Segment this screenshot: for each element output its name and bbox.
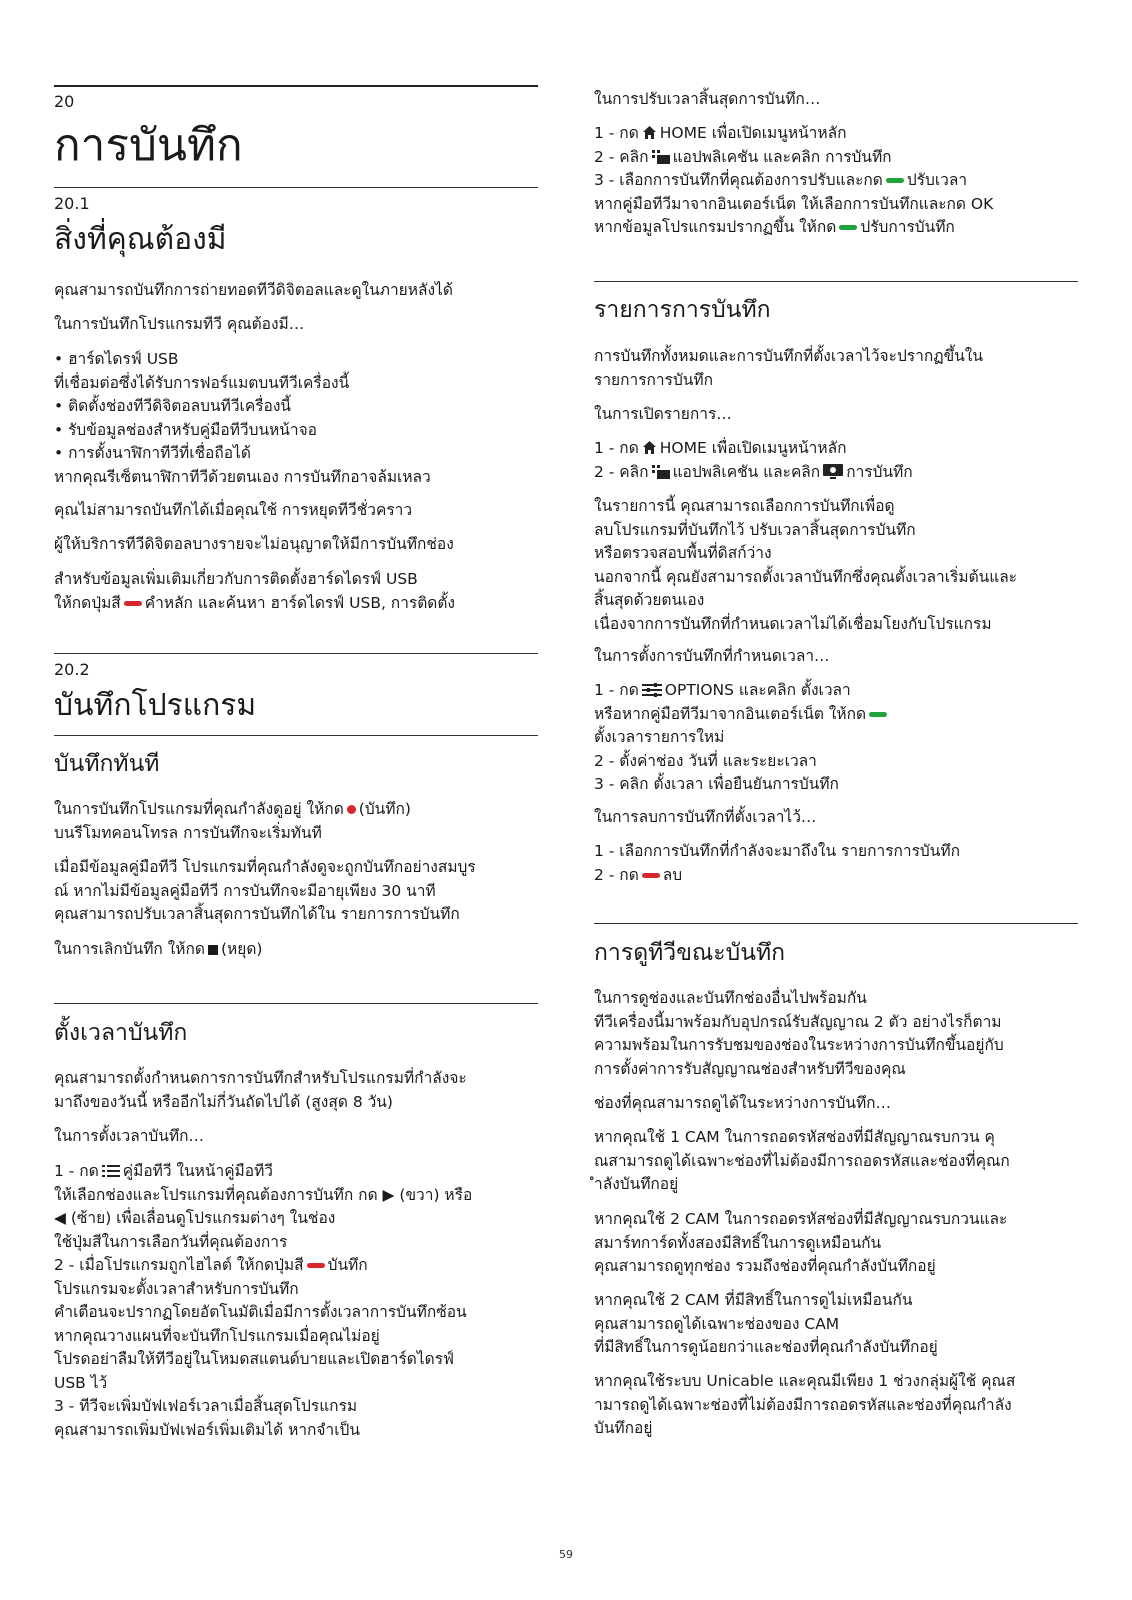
- text-line: สำหรับข้อมูลเพิ่มเติมเกี่ยวกับการติดตั้งฮาร์ดไดรฟ์ USB: [54, 570, 418, 588]
- red-key-icon: [124, 601, 142, 606]
- text-line: เมื่อมีข้อมูลคู่มือทีวี โปรแกรมที่คุณกำลังดูจะถูกบันทึกอย่างสมบูร: [54, 858, 476, 876]
- list-item: • การตั้งนาฬิกาทีวีที่เชื่อถือได้: [54, 444, 251, 462]
- text-line: ในการดูช่องและบันทึกช่องอื่นไปพร้อมกัน: [594, 989, 867, 1007]
- steps-list: [594, 840, 1078, 887]
- text-span: คู่มือทีวี ในหน้าคู่มือทีวี: [122, 1162, 274, 1180]
- home-icon: [642, 440, 657, 455]
- text-line: ความพร้อมในการรับชมของช่องในระหว่างการบันทึกขึ้นอยู่กับ: [594, 1036, 1004, 1054]
- red-key-icon: [642, 873, 660, 878]
- text-line: ณสามารถดูได้เฉพาะช่องที่ไม่ต้องมีการถอดรหัสและช่องที่คุณก: [594, 1151, 1010, 1170]
- text-line: คุณสามารถดูทุกช่อง รวมถึงช่องที่คุณกำลังบันทึกอยู่: [594, 1257, 936, 1275]
- list-item: [594, 169, 1078, 193]
- text-span: ในการบันทึกโปรแกรมที่คุณกำลังดูอยู่ ให้กด: [54, 800, 344, 818]
- paragraph: [54, 1067, 538, 1114]
- paragraph: ในการตั้งเวลาบันทึก…: [54, 1127, 204, 1145]
- text-line: รายการการบันทึก: [594, 370, 713, 389]
- text-line: บนรีโมทคอนโทรล การบันทึกจะเริ่มทันที: [54, 823, 322, 842]
- text-span: ปรับเวลา: [906, 171, 968, 189]
- subsection-title: รายการการบันทึก: [594, 297, 771, 323]
- paragraph: ในการปรับเวลาสิ้นสุดการบันทึก…: [594, 90, 821, 108]
- subsection-title: การดูทีวีขณะบันทึก: [594, 940, 786, 966]
- apps-icon: [652, 464, 670, 479]
- list-item: • รับข้อมูลช่องสำหรับคู่มือทีวีบนหน้าจอ: [54, 420, 317, 439]
- text-line: ทีวีเครื่องนี้มาพร้อมกับอุปกรณ์รับสัญญาณ 2 ตัว อย่างไรก็ตาม: [594, 1012, 1002, 1031]
- list-item: [594, 679, 1078, 703]
- paragraph: คุณไม่สามารถบันทึกได้เมื่อคุณใช้ การหยุดทีวีชั่วคราว: [54, 501, 413, 519]
- list-item: [594, 703, 1078, 727]
- text-span: 2 - กด: [594, 865, 639, 884]
- paragraph: [594, 495, 1078, 636]
- text-line: บันทึกอยู่: [594, 1419, 653, 1437]
- text-line: ที่มีสิทธิ์ในการดูน้อยกว่าและช่องที่คุณกำลังบันทึกอยู่: [594, 1338, 938, 1356]
- text-span: OPTIONS และคลิก ตั้งเวลา: [664, 681, 851, 699]
- subsection-rule: [54, 1003, 538, 1004]
- subsection-title: บันทึกทันที: [54, 751, 160, 777]
- text-span: 1 - กด: [54, 1162, 99, 1180]
- text-line: หรือตรวจสอบพื้นที่ดิสก์ว่าง: [594, 544, 772, 562]
- list-item: โปรดอย่าลืมให้ทีวีอยู่ในโหมดสแตนด์บายและเปิดฮาร์ดไดรฟ์: [54, 1350, 454, 1368]
- list-item: หากคู่มือทีวีมาจากอินเตอร์เน็ต ให้เลือกการบันทึกและกด OK: [594, 194, 994, 213]
- subsection-rule: [594, 923, 1078, 924]
- paragraph: ในการลบการบันทึกที่ตั้งเวลาไว้…: [594, 808, 817, 826]
- chapter-title: การบันทึก: [54, 120, 243, 171]
- text-span: HOME เพื่อเปิดเมนูหน้าหลัก: [659, 124, 847, 142]
- green-key-icon: [886, 178, 904, 183]
- tv-guide-icon: [102, 1164, 120, 1178]
- stop-icon: [208, 945, 218, 955]
- section-number: 20.2: [54, 660, 90, 679]
- section-rule: [54, 653, 538, 654]
- text-line: การตั้งค่าการรับสัญญาณช่องสำหรับทีวีของคุณ: [594, 1059, 906, 1078]
- text-line: นอกจากนี้ คุณยังสามารถตั้งเวลาบันทึกซึ่งคุณตั้งเวลาเริ่มต้นและ: [594, 567, 1018, 586]
- subsection-title: ตั้งเวลาบันทึก: [54, 1020, 188, 1046]
- text-span: หรือหากคู่มือทีวีมาจากอินเตอร์เน็ต ให้กด: [594, 704, 867, 723]
- paragraph: [594, 1370, 1078, 1441]
- paragraph: ในการเปิดรายการ…: [594, 405, 732, 423]
- text-line: คุณสามารถตั้งกำหนดการการบันทึกสำหรับโปรแกรมที่กำลังจะ: [54, 1069, 467, 1087]
- green-key-icon: [869, 712, 887, 717]
- red-key-icon: [307, 1263, 325, 1268]
- list-item: 3 - ทีวีจะเพิ่มบัฟเฟอร์เวลาเมื่อสิ้นสุดโปรแกรม: [54, 1397, 358, 1415]
- list-item: หากคุณวางแผนที่จะบันทึกโปรแกรมเมื่อคุณไม่อยู่: [54, 1326, 380, 1345]
- list-item: คำเตือนจะปรากฏโดยอัตโนมัติเมื่อมีการตั้งเวลาการบันทึกซ้อน: [54, 1303, 467, 1321]
- text-line: ำลังบันทึกอยู่: [594, 1175, 679, 1193]
- text-line: หากคุณใช้ 2 CAM ที่มีสิทธิ์ในการดูไม่เหมือนกัน: [594, 1291, 913, 1309]
- section-title: สิ่งที่คุณต้องมี: [54, 222, 227, 257]
- section-title: บันทึกโปรแกรม: [54, 688, 257, 723]
- text-line: ในรายการนี้ คุณสามารถเลือกการบันทึกเพื่อดู: [594, 497, 895, 515]
- text-span: 2 - คลิก: [594, 462, 649, 481]
- list-item: [594, 146, 1078, 170]
- subsection-rule: [54, 735, 538, 736]
- list-item: [594, 461, 1078, 485]
- text-span: การบันทึก: [846, 462, 913, 481]
- text-span: ในการเลิกบันทึก ให้กด: [54, 940, 205, 958]
- list-item: • ฮาร์ดไดรฟ์ USB: [54, 350, 179, 368]
- list-item: [54, 1254, 538, 1278]
- steps-list: [594, 122, 1078, 240]
- paragraph: คุณสามารถบันทึกการถ่ายทอดทีวีดิจิตอลและดูในภายหลังได้: [54, 281, 453, 299]
- text-span: ปรับการบันทึก: [860, 218, 955, 236]
- steps-list: [594, 679, 1078, 797]
- paragraph: ในการตั้งการบันทึกที่กำหนดเวลา…: [594, 647, 830, 665]
- text-span: 1 - กด: [594, 439, 639, 457]
- text-span: แอปพลิเคชัน และคลิก: [672, 462, 821, 481]
- text-line: มาถึงของวันนี้ หรืออีกไม่กี่วันถัดไปได้ (สูงสุด 8 วัน): [54, 1092, 393, 1111]
- text-span: 1 - กด: [594, 681, 639, 699]
- list-item: ตั้งเวลารายการใหม่: [594, 728, 725, 746]
- paragraph: [54, 568, 538, 615]
- recordings-icon: [823, 464, 843, 479]
- page-number: 59: [559, 1548, 573, 1561]
- list-item: โปรแกรมจะตั้งเวลาสำหรับการบันทึก: [54, 1279, 299, 1298]
- list-item: [54, 1160, 538, 1184]
- subsection-rule: [594, 281, 1078, 282]
- text-line: หากคุณใช้ 2 CAM ในการถอดรหัสช่องที่มีสัญญาณรบกวนและ: [594, 1210, 1008, 1228]
- text-line: ณ์ หากไม่มีข้อมูลคู่มือทีวี การบันทึกจะมีอายุเพียง 30 นาที: [54, 881, 436, 900]
- paragraph: [594, 345, 1078, 392]
- text-span: คำหลัก และค้นหา ฮาร์ดไดรฟ์ USB, การติดตั้ง: [144, 593, 455, 612]
- steps-list: [54, 1160, 538, 1442]
- text-line: การบันทึกทั้งหมดและการบันทึกที่ตั้งเวลาไว้จะปรากฏขึ้นใน: [594, 347, 983, 365]
- text-line: [54, 592, 538, 616]
- apps-icon: [652, 149, 670, 164]
- list-item: คุณสามารถเพิ่มบัฟเฟอร์เพิ่มเติมได้ หากจำเป็น: [54, 1420, 360, 1439]
- home-icon: [642, 125, 657, 140]
- section-number: 20.1: [54, 194, 90, 213]
- paragraph: ผู้ให้บริการทีวีดิจิตอลบางรายจะไม่อนุญาตให้มีการบันทึกช่อง: [54, 535, 454, 553]
- paragraph: [594, 1289, 1078, 1360]
- paragraph: [54, 856, 538, 927]
- text-span: ลบ: [662, 865, 683, 884]
- list-item: [594, 216, 1078, 240]
- green-key-icon: [839, 225, 857, 230]
- section-rule: [54, 187, 538, 188]
- text-line: ลบโปรแกรมที่บันทึกไว้ ปรับเวลาสิ้นสุดการบันทึก: [594, 520, 916, 539]
- list-item: ใช้ปุ่มสีในการเลือกวันที่คุณต้องการ: [54, 1232, 288, 1251]
- text-span: หากข้อมูลโปรแกรมปรากฏขึ้น ให้กด: [594, 218, 837, 236]
- paragraph: [54, 798, 538, 845]
- text-span: แอปพลิเคชัน และคลิก การบันทึก: [672, 147, 892, 166]
- text-line: หากคุณใช้ระบบ Unicable และคุณมีเพียง 1 ช่วงกลุ่มผู้ใช้ คุณส: [594, 1372, 1016, 1390]
- text-span: HOME เพื่อเปิดเมนูหน้าหลัก: [659, 439, 847, 457]
- list-item: หากคุณรีเซ็ตนาฬิกาทีวีด้วยตนเอง การบันทึกอาจล้มเหลว: [54, 467, 431, 486]
- options-icon: [642, 683, 662, 697]
- text-line: เนื่องจากการบันทึกที่กำหนดเวลาไม่ได้เชื่อมโยงกับโปรแกรม: [594, 614, 992, 633]
- text-span: (หยุด): [220, 940, 263, 958]
- paragraph: ในการบันทึกโปรแกรมทีวี คุณต้องมี…: [54, 315, 305, 333]
- list-item: 2 - ตั้งค่าช่อง วันที่ และระยะเวลา: [594, 751, 817, 770]
- text-line: [54, 798, 538, 822]
- text-line: คุณสามารถดูได้เฉพาะช่องของ CAM: [594, 1314, 840, 1333]
- text-span: 3 - เลือกการบันทึกที่คุณต้องการปรับและกด: [594, 171, 883, 189]
- paragraph: [54, 938, 538, 962]
- list-item: • ติดตั้งช่องทีวีดิจิตอลบนทีวีเครื่องนี้: [54, 397, 291, 415]
- text-span: ให้กดปุ่มสี: [54, 593, 121, 612]
- text-span: 1 - กด: [594, 124, 639, 142]
- text-span: บันทึก: [327, 1256, 368, 1274]
- list-item: [594, 864, 1078, 888]
- list-item: ◀ (ซ้าย) เพื่อเลื่อนดูโปรแกรมต่างๆ ในช่อง: [54, 1209, 336, 1227]
- list-item: 1 - เลือกการบันทึกที่กำลังจะมาถึงใน รายการการบันทึก: [594, 842, 960, 860]
- text-line: หากคุณใช้ 1 CAM ในการถอดรหัสช่องที่มีสัญญาณรบกวน คุ: [594, 1128, 995, 1146]
- list-item: [594, 437, 1078, 461]
- list-item: ให้เลือกช่องและโปรแกรมที่คุณต้องการบันทึก กด ▶ (ขวา) หรือ: [54, 1185, 473, 1204]
- list-item: 3 - คลิก ตั้งเวลา เพื่อยืนยันการบันทึก: [594, 775, 839, 793]
- text-span: (บันทึก): [358, 800, 411, 818]
- list-item: USB ไว้: [54, 1373, 108, 1392]
- paragraph: [594, 1208, 1078, 1279]
- steps-list: [594, 437, 1078, 484]
- text-span: 2 - เมื่อโปรแกรมถูกไฮไลต์ ให้กดปุ่มสี: [54, 1256, 304, 1274]
- text-line: คุณสามารถปรับเวลาสิ้นสุดการบันทึกได้ใน รายการการบันทึก: [54, 905, 460, 923]
- requirements-list: [54, 348, 538, 489]
- chapter-number: 20: [54, 92, 75, 111]
- text-line: ามารถดูได้เฉพาะช่องที่ไม่ต้องมีการถอดรหัสและช่องที่คุณกำลัง: [594, 1395, 1012, 1414]
- paragraph: [594, 987, 1078, 1081]
- chapter-rule: [54, 85, 538, 87]
- paragraph: ช่องที่คุณสามารถดูได้ในระหว่างการบันทึก…: [594, 1094, 892, 1112]
- text-line: สมาร์ทการ์ดทั้งสองมีสิทธิ์ในการดูเหมือนกัน: [594, 1233, 882, 1252]
- paragraph: [594, 1126, 1078, 1197]
- text-span: 2 - คลิก: [594, 147, 649, 166]
- record-icon: [347, 805, 356, 814]
- text-line: สิ้นสุดด้วยตนเอง: [594, 591, 705, 609]
- list-item: ที่เชื่อมต่อซึ่งได้รับการฟอร์แมตบนทีวีเครื่องนี้: [54, 373, 350, 392]
- list-item: [594, 122, 1078, 146]
